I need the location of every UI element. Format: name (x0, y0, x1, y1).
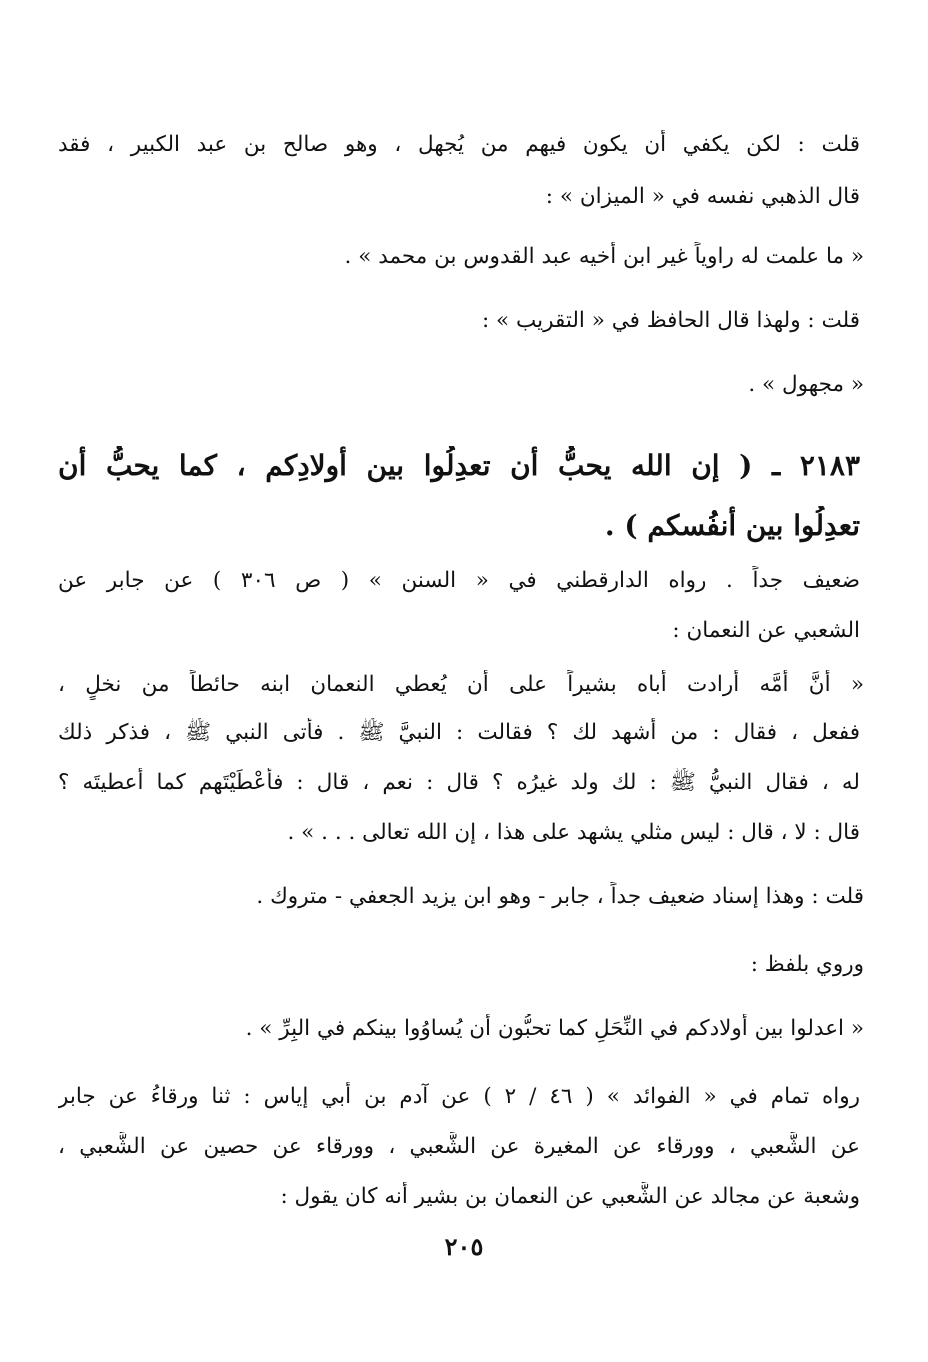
text-line-4: ضعيف جداً . رواه الدارقطني في « السنن » ( ص ٣٠٦ ) عن جابر عن (58, 568, 860, 593)
quote-line-6: قال : لا ، قال : ليس مثلي يشهد على هذا ، إن الله تعالى . . . » . (287, 820, 860, 845)
hadith-heading-line-2: تعدِلُوا بين أنفُسكم ) . (604, 509, 860, 542)
quote-line-7: « اعدلوا بين أولادكم في النِّحَلِ كما تحبُّون أن يُساوُوا بينكم في البِرِّ » . (245, 1016, 864, 1041)
quote-line-5: له ، فقال النبيُّ ﷺ : لك ولد غيرُه ؟ قال : نعم ، قال : فأَعْطَيْتَهم كما أعطيتَه ؟ (58, 770, 860, 795)
text-line-5: الشعبي عن النعمان : (672, 618, 860, 643)
quote-line-1: « ما علمت له راوياً غير ابن أخيه عبد القدوس بن محمد » . (344, 244, 864, 269)
hadith-heading-line-1: ٢١٨٣ ـ ( إن الله يحبُّ أن تعدِلُوا بين أولادِكم ، كما يحبُّ أن (58, 449, 860, 482)
text-line-1: قلت : لكن يكفي أن يكون فيهم من يُجهل ، وهو صالح بن عبد الكبير ، فقد (58, 132, 860, 157)
text-line-3: قلت : ولهذا قال الحافظ في « التقريب » : (481, 308, 860, 333)
text-line-8: رواه تمام في « الفوائد » ( ٤٦ / ٢ ) عن آدم بن أبي إياس : ثنا ورقاءُ عن جابر (58, 1084, 860, 1109)
text-line-9: عن الشَّعبي ، وورقاء عن المغيرة عن الشَّعبي ، وورقاء عن حصين عن الشَّعبي ، (58, 1134, 860, 1159)
page-number: ٢٠٥ (444, 1232, 484, 1261)
text-line-6: قلت : وهذا إسناد ضعيف جداً ، جابر - وهو ابن يزيد الجعفي - متروك . (256, 884, 864, 909)
text-line-7: وروي بلفظ : (750, 952, 864, 977)
text-line-2: قال الذهبي نفسه في « الميزان » : (545, 184, 860, 209)
quote-line-3: « أنَّ أُمَّه أرادت أباه بشيراً على أن يُعطي النعمان ابنه حائطاً من نخلٍ ، (58, 672, 864, 697)
quote-line-2: « مجهول » . (748, 372, 864, 397)
text-line-10: وشعبة عن مجالد عن الشَّعبي عن النعمان بن بشير أنه كان يقول : (280, 1184, 860, 1209)
quote-line-4: ففعل ، فقال : من أُشهد لك ؟ فقالت : النبيَّ ﷺ . فأتى النبي ﷺ ، فذكر ذلك (58, 720, 860, 745)
